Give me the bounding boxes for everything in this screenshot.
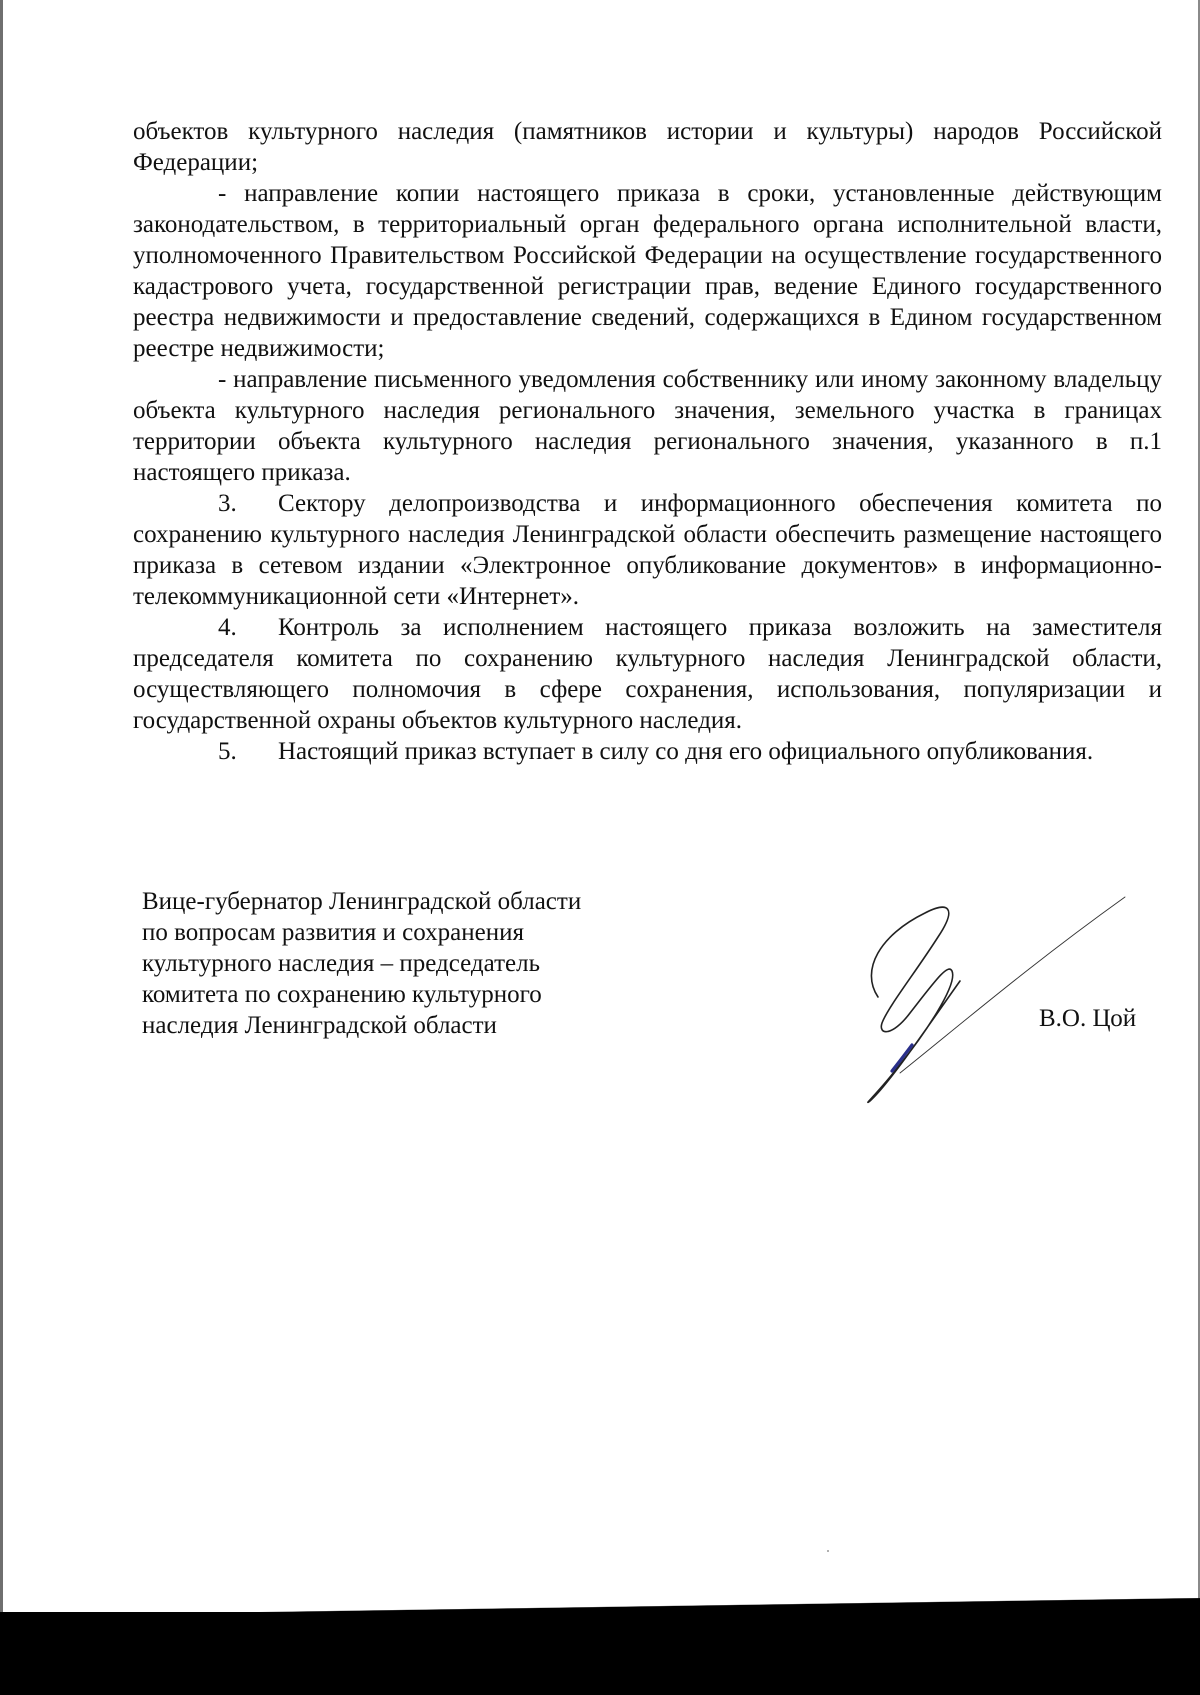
paragraph-item-3 <box>133 488 1162 612</box>
signature-stroke-ink <box>892 1045 912 1071</box>
item-number: 5. <box>218 738 237 765</box>
item-number: 4. <box>218 614 237 641</box>
paragraph-text: Сектору делопроизводства и информационного обеспечения комитета по сохранению культурного наследия Ленинградской области обеспечить размещение настоящего приказа в сетевом издании «Электронное опубликование документов» в информационно-телекоммуникационной сети «Интернет». <box>133 490 1162 610</box>
paragraph-text: - направление письменного уведомления собственнику или иному законному владельцу объекта культурного наследия регионального значения, земельного участка в границах территории объекта культурного наследия регионального значения, указанного в п.1 настоящего приказа. <box>133 366 1162 486</box>
scan-border-bottom <box>0 1612 1200 1695</box>
item-number: 3. <box>218 490 237 517</box>
signer-title-line: культурного наследия – председатель <box>142 950 540 977</box>
paragraph-text: Контроль за исполнением настоящего приказа возложить на заместителя председателя комитета по сохранению культурного наследия Ленинградской области, осуществляющего полномочия в сфере сохранения, использования, популяризации и государственной охраны объектов культурного наследия. <box>133 614 1162 734</box>
signature-stroke-main <box>868 907 960 1102</box>
paragraph-item-5 <box>133 736 1162 767</box>
paragraph-bullet-notice <box>133 364 1162 488</box>
signer-name: В.О. Цой <box>1039 1005 1137 1032</box>
signer-title-line: наследия Ленинградской области <box>142 1012 497 1039</box>
paragraph-text: Настоящий приказ вступает в силу со дня его официального опубликования. <box>278 738 1094 765</box>
paragraph-text: объектов культурного наследия (памятников истории и культуры) народов Российской Федерации; <box>133 118 1162 176</box>
signer-block <box>142 886 662 1041</box>
document-body <box>133 116 1162 767</box>
handwritten-signature <box>840 895 1130 1110</box>
signer-title-line: Вице-губернатор Ленинградской области <box>142 888 582 915</box>
scan-edge-left <box>0 0 3 1695</box>
signer-title-line: комитета по сохранению культурного <box>142 981 542 1008</box>
signature-stroke-tail <box>900 897 1125 1073</box>
paragraph-text: - направление копии настоящего приказа в сроки, установленные действующим законодательством, в территориальный орган федерального органа исполнительной власти, уполномоченного Правительством Российской Федерации на осуществление государственного кадастрового учета, государственной регистрации прав, ведение Единого государственного реестра недвижимости и предоставление сведений, содержащихся в Едином государственном реестре недвижимости; <box>133 180 1162 362</box>
paragraph-bullet-copy <box>133 178 1162 364</box>
paragraph-item-4 <box>133 612 1162 736</box>
signer-title-line: по вопросам развития и сохранения <box>142 919 524 946</box>
paragraph-continuation <box>133 116 1162 178</box>
scan-speck <box>827 1550 829 1552</box>
